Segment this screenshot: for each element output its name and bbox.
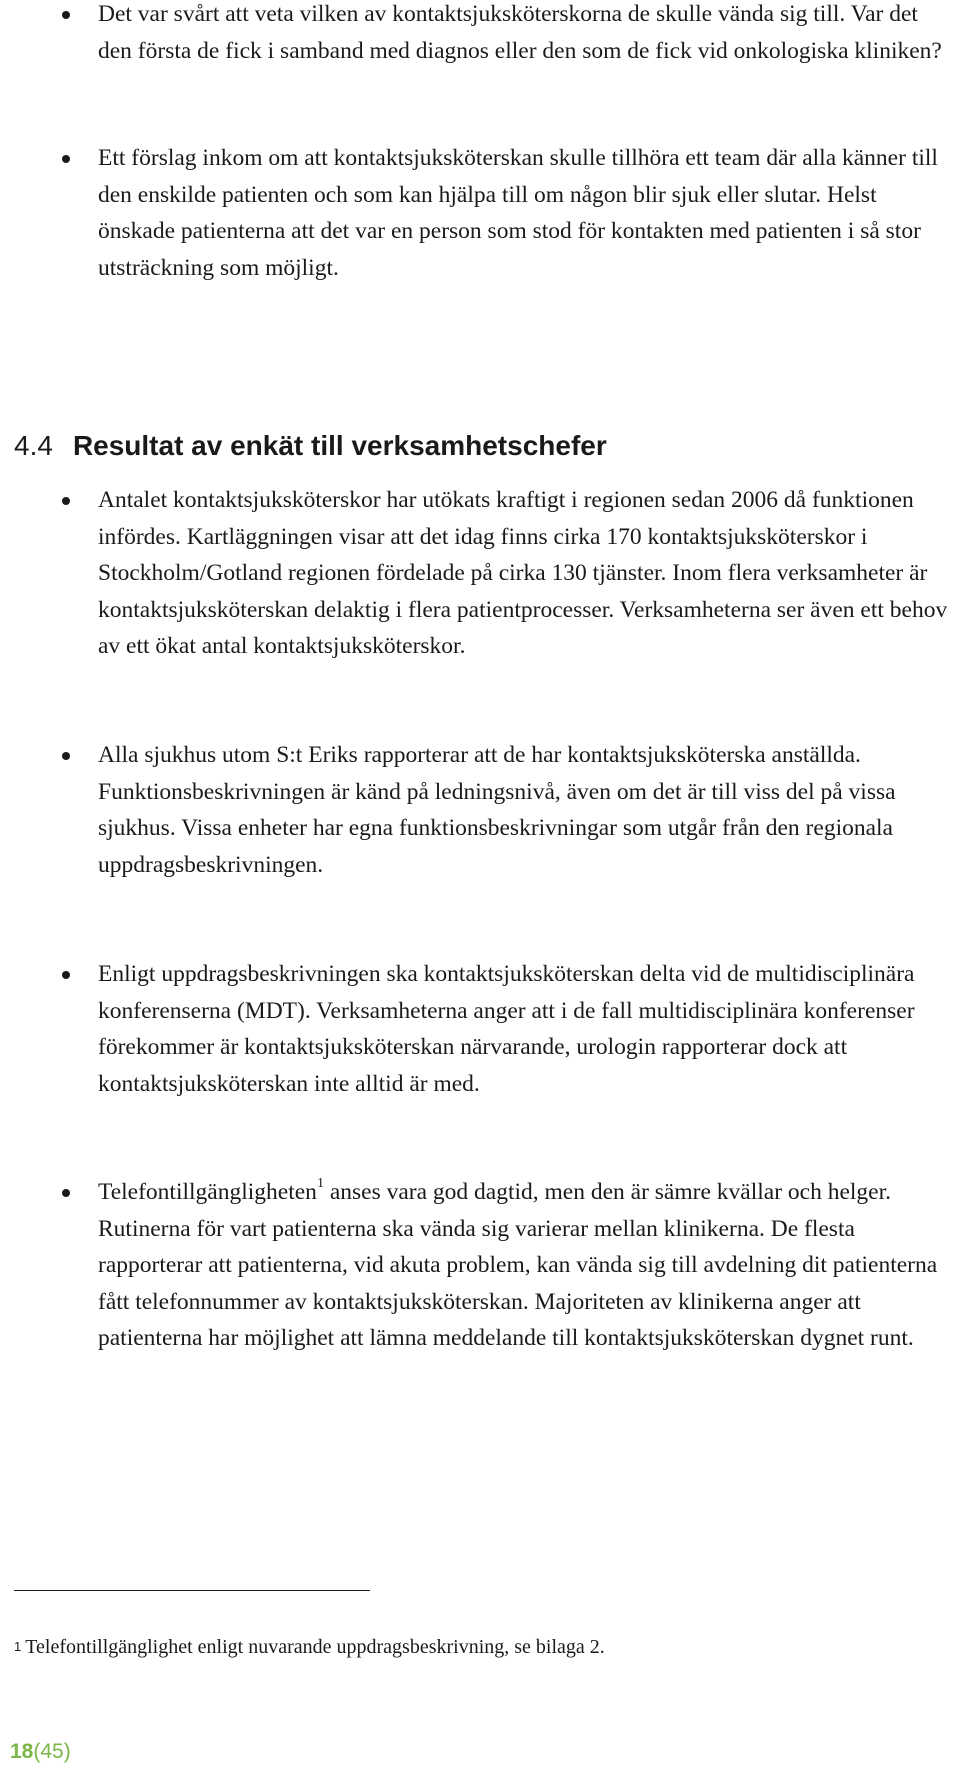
bullet-dot	[62, 155, 70, 163]
telefon-lead: Telefontillgängligheten	[98, 1179, 317, 1205]
footnote-text: Telefontillgänglighet enligt nuvarande uppdragsbeskrivning, se bilaga 2.	[25, 1636, 605, 1658]
footnote-reference[interactable]: 1	[316, 1176, 324, 1191]
page-number	[10, 1740, 71, 1764]
footnote	[14, 1634, 605, 1660]
bullet-dot	[62, 752, 70, 760]
bullet-dot	[62, 1189, 70, 1197]
page-current: 18	[10, 1740, 34, 1763]
bullet-paragraph: Antalet kontaktsjuksköterskor har utökats kraftigt i regionen sedan 2006 då funktionen infördes. Kartläggningen visar att det idag finns cirka 170 kontaktsjuksköterskor i Stockholm/Gotland regionen fördelade på cirka 130 tjänster. Inom flera verksamheter är kontaktsjuksköterskan delaktig i flera patientprocesser. Verksamheterna ser även ett behov av ett ökat antal kontaktsjuksköterskor.	[98, 487, 948, 659]
section-heading	[14, 428, 607, 464]
footnote-separator	[14, 1590, 370, 1591]
bullet-paragraph: Enligt uppdragsbeskrivningen ska kontaktsjuksköterskan delta vid de multidisciplinära konferenserna (MDT). Verksamheterna anger att i de fall multidisciplinära konferenser förekommer är kontaktsjuksköterskan närvarande, urologin rapporterar dock att kontaktsjuksköterskan inte alltid är med.	[98, 961, 915, 1097]
bullet-dot	[62, 11, 70, 19]
bullet-dot	[62, 971, 70, 979]
bullet-paragraph	[98, 1174, 948, 1357]
bullet-dot	[62, 497, 70, 505]
bullet-paragraph: Alla sjukhus utom S:t Eriks rapporterar att de har kontaktsjuksköterska anställda. Funktionsbeskrivningen är känd på ledningsnivå, även om det är till viss del på vissa sjukhus. Vissa enheter har egna funktionsbeskrivningar som utgår från den regionala uppdragsbeskrivningen.	[98, 742, 896, 878]
bullet-paragraph: Det var svårt att veta vilken av kontaktsjuksköterskorna de skulle vända sig till. Var det den första de fick i samband med diagnos eller den som de fick vid onkologiska kliniken?	[98, 1, 942, 64]
section-number: 4.4	[14, 430, 53, 461]
bullet-paragraph: Ett förslag inkom om att kontaktsjuksköterskan skulle tillhöra ett team där alla känner till den enskilde patienten och som kan hjälpa till om någon blir sjuk eller slutar. Helst önskade patienterna att det var en person som stod för kontakten med patienten i så stor utsträckning som möjligt.	[98, 145, 938, 281]
footnote-mark: 1	[14, 1639, 22, 1654]
page-total: (45)	[33, 1740, 71, 1763]
section-title: Resultat av enkät till verksamhetschefer	[72, 430, 607, 461]
telefon-rest: anses vara god dagtid, men den är sämre kvällar och helger. Rutinerna för vart patienterna ska vända sig varierar mellan klinikerna. De flesta rapporterar att patienterna, vid akuta problem, kan vända sig till avdelning dit patienterna fått telefonnummer av kontaktsjuksköterskan. Majoriteten av klinikerna anger att patienterna har möjlighet att lämna meddelande till kontaktsjuksköterskan dygnet runt.	[98, 1179, 938, 1351]
